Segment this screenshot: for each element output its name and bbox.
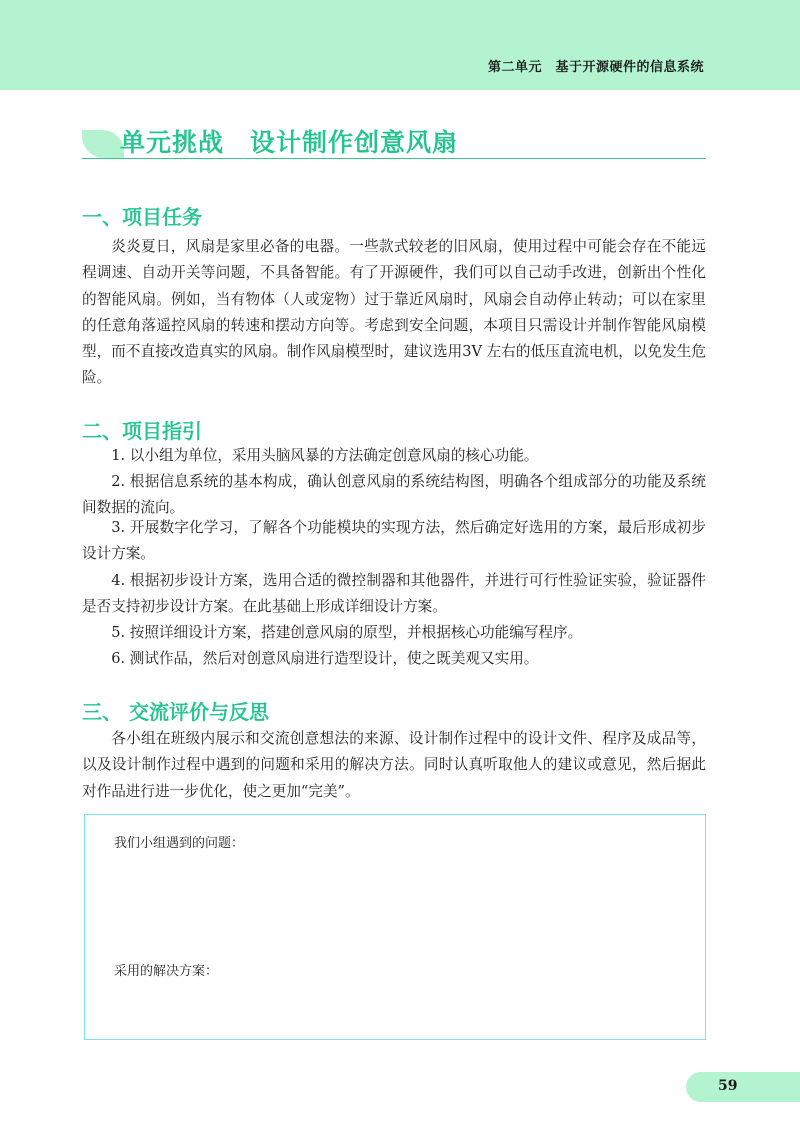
- page-number: 59: [718, 1078, 738, 1094]
- section-heading-guide: 二、项目指引: [82, 419, 202, 443]
- guide-step-5: 5. 按照详细设计方案，搭建创意风扇的原型，并根据核心功能编写程序。: [111, 624, 583, 641]
- header-band: [0, 0, 800, 90]
- running-header: 第二单元 基于开源硬件的信息系统: [487, 60, 704, 75]
- leaf-icon: [82, 130, 124, 158]
- challenge-title: 单元挑战 设计制作创意风扇: [120, 128, 459, 157]
- task-paragraph: 炎炎夏日，风扇是家里必备的电器。一些款式较老的旧风扇，使用过程中可能会存在不能远程调速、自动开关等问题，不具备智能。有了开源硬件，我们可以自己动手改进，创新出个性化的智能风扇。例如，当有物体（人或宠物）过于靠近风扇时，风扇会自动停止转动；可以在家里的任意角落遥控风扇的转速和摆动方向等。考虑到安全问题，本项目只需设计并制作智能风扇模型，而不直接改造真实的风扇。制作风扇模型时，建议选用3V 左右的低压直流电机，以免发生危险。: [82, 238, 706, 387]
- page-number-tab: [686, 1072, 800, 1102]
- guide-step-6: 6. 测试作品，然后对创意风扇进行造型设计，使之既美观又实用。: [111, 650, 539, 667]
- guide-step-1: 1. 以小组为单位，采用头脑风暴的方法确定创意风扇的核心功能。: [111, 447, 539, 464]
- review-paragraph: 各小组在班级内展示和交流创意想法的来源、设计制作过程中的设计文件、程序及成品等，以及设计制作过程中遇到的问题和采用的解决方法。同时认真听取他人的建议或意见，然后据此对作品进行进一步优化，使之更加“完美”。: [82, 730, 706, 800]
- answer-box[interactable]: [84, 814, 706, 1040]
- guide-step-4: 4. 根据初步设计方案，选用合适的微控制器和其他器件，并进行可行性验证实验，验证器件是否支持初步设计方案。在此基础上形成详细设计方案。: [82, 572, 706, 616]
- problem-label: 我们小组遇到的问题：: [114, 836, 245, 851]
- section-heading-review: 三、 交流评价与反思: [82, 700, 269, 724]
- guide-step-3: 3. 开展数字化学习，了解各个功能模块的实现方法，然后确定好选用的方案，最后形成初步设计方案。: [82, 519, 706, 563]
- guide-step-2: 2. 根据信息系统的基本构成，确认创意风扇的系统结构图，明确各个组成部分的功能及系统间数据的流向。: [82, 473, 706, 517]
- section-heading-task: 一、项目任务: [82, 205, 202, 229]
- title-underline: [82, 158, 706, 159]
- solution-label: 采用的解决方案：: [114, 964, 219, 979]
